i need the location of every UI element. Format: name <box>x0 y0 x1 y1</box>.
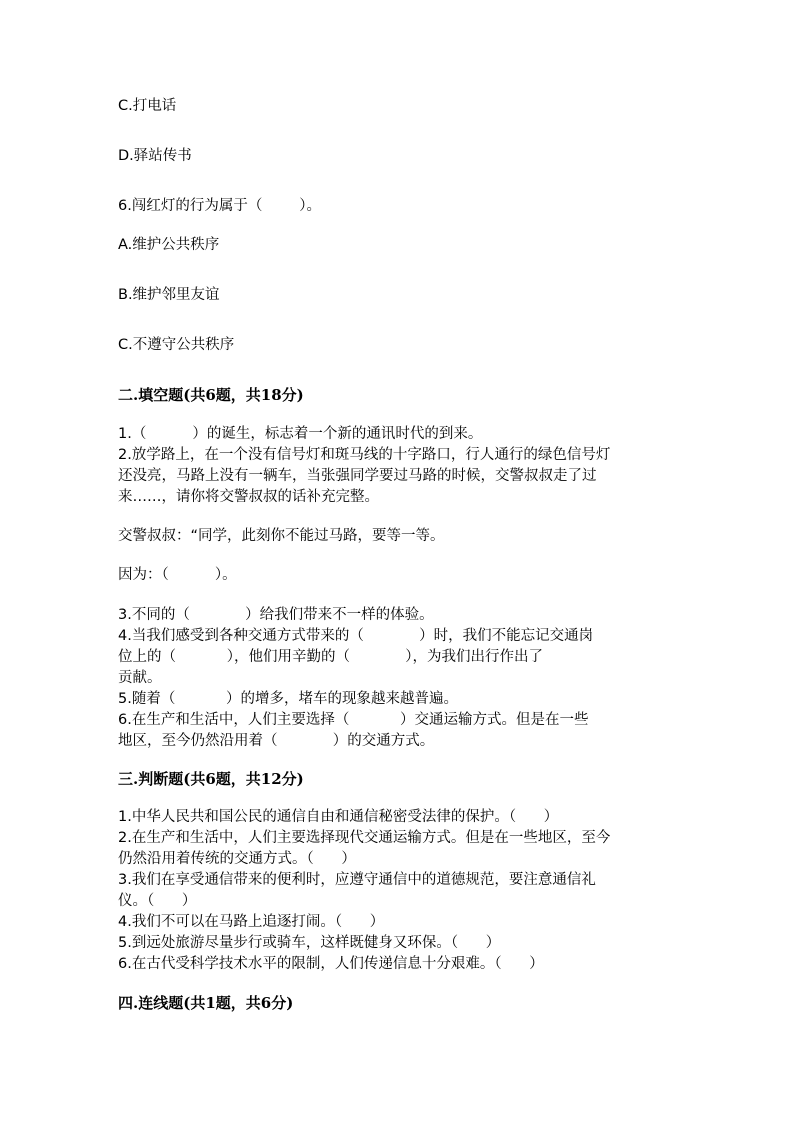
fill-line: 还没亮，马路上没有一辆车，当张强同学要过马路的时候，交警叔叔走了过 <box>118 468 597 484</box>
judge-line: 5.到远处旅游尽量步行或骑车，这样既健身又环保。（ ） <box>118 935 501 951</box>
fill-line: 交警叔叔：“同学，此刻你不能过马路，要等一等。 <box>118 528 445 544</box>
section-4-heading: 四.连线题(共1题，共6分) <box>118 994 294 1012</box>
fill-line: 位上的（ ），他们用辛勤的（ ），为我们出行作出了 <box>118 649 544 665</box>
judge-line: 2.在生产和生活中，人们主要选择现代交通运输方式。但是在一些地区，至今 <box>118 830 611 846</box>
judge-line: 仍然沿用着传统的交通方式。（ ） <box>118 851 356 867</box>
option-6b: B.维护邻里友谊 <box>118 287 220 303</box>
judge-line: 3.我们在享受通信带来的便利时，应遵守通信中的道德规范，要注意通信礼 <box>118 872 596 888</box>
option-6c: C.不遵守公共秩序 <box>118 337 235 353</box>
fill-line: 4.当我们感受到各种交通方式带来的（ ）时，我们不能忘记交通岗 <box>118 628 594 644</box>
judge-line: 1.中华人民共和国公民的通信自由和通信秘密受法律的保护。（ ） <box>118 809 559 825</box>
fill-line: 6.在生产和生活中，人们主要选择（ ）交通运输方式。但是在一些 <box>118 712 589 728</box>
fill-line: 因为：（ ）。 <box>118 567 237 583</box>
fill-line: 1.（ ）的诞生，标志着一个新的通讯时代的到来。 <box>118 426 483 442</box>
fill-line: 贡献。 <box>118 670 162 686</box>
fill-line: 2.放学路上，在一个没有信号灯和斑马线的十字路口，行人通行的绿色信号灯 <box>118 447 611 463</box>
judge-line: 仪。（ ） <box>118 893 197 909</box>
question-6-stem: 6.闯红灯的行为属于（ ）。 <box>118 198 321 214</box>
section-2-heading: 二.填空题(共6题，共18分) <box>118 386 304 404</box>
fill-line: 5.随着（ ）的增多，堵车的现象越来越普遍。 <box>118 691 459 707</box>
fill-line: 3.不同的（ ）给我们带来不一样的体验。 <box>118 607 434 623</box>
option-5d: D.驿站传书 <box>118 148 192 164</box>
option-5c: C.打电话 <box>118 98 177 114</box>
option-6a: A.维护公共秩序 <box>118 237 220 253</box>
judge-line: 6.在古代受科学技术水平的限制，人们传递信息十分艰难。（ ） <box>118 956 544 972</box>
section-3-heading: 三.判断题(共6题，共12分) <box>118 770 304 788</box>
fill-line: 地区，至今仍然沿用着（ ）的交通方式。 <box>118 733 435 749</box>
judge-line: 4.我们不可以在马路上追逐打闹。（ ） <box>118 914 385 930</box>
fill-line: 来……，请你将交警叔叔的话补充完整。 <box>118 489 379 505</box>
